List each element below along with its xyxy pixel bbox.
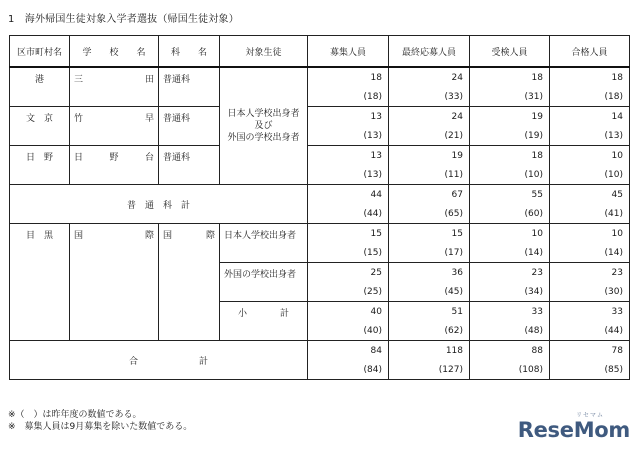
- page-title: 1 海外帰国生徒対象入学者選抜（帰国生徒対象）: [8, 14, 239, 25]
- value-cell: 13: [308, 146, 389, 166]
- table-row: [10, 107, 630, 127]
- value-cell: 15: [389, 224, 470, 244]
- prev-value-cell: (84): [308, 360, 389, 380]
- value-cell: 23: [470, 263, 550, 283]
- value-cell: 13: [308, 107, 389, 127]
- resemom-logo: ReseMom: [517, 418, 630, 442]
- prev-value-cell: (44): [550, 321, 630, 341]
- table-row: [10, 224, 630, 244]
- value-cell: 24: [389, 67, 470, 87]
- table-row: [10, 185, 630, 205]
- header-final-apply: 最終応募人員: [389, 36, 470, 68]
- header-target: 対象生徒: [220, 36, 308, 68]
- prev-value-cell: (25): [308, 282, 389, 302]
- value-cell: 18: [308, 67, 389, 87]
- course-cell: 国 際: [159, 224, 220, 341]
- school-cell: 三 田: [70, 67, 159, 107]
- header-recruit: 募集人員: [308, 36, 389, 68]
- header-passed: 合格人員: [550, 36, 630, 68]
- prev-value-cell: (40): [308, 321, 389, 341]
- grand-total-label: 合 計: [10, 341, 308, 380]
- value-cell: 18: [550, 67, 630, 87]
- target-cell: 日本人学校出身者 及び 外国の学校出身者: [220, 67, 308, 185]
- logo-subtext: リセマム: [576, 412, 604, 419]
- header-school: 学 校 名: [70, 36, 159, 68]
- target-cell: 外国の学校出身者: [220, 263, 308, 302]
- value-cell: 14: [550, 107, 630, 127]
- value-cell: 25: [308, 263, 389, 283]
- prev-value-cell: (33): [389, 87, 470, 107]
- course-cell: 普通科: [159, 146, 220, 185]
- school-cell: 国 際: [70, 224, 159, 341]
- prev-value-cell: (48): [470, 321, 550, 341]
- header-district: 区市町村名: [10, 36, 70, 68]
- header-course: 科 名: [159, 36, 220, 68]
- table-row: [10, 67, 630, 87]
- district-cell: 日 野: [10, 146, 70, 185]
- value-cell: 55: [470, 185, 550, 205]
- prev-value-cell: (41): [550, 204, 630, 224]
- admission-table: [9, 35, 630, 380]
- target-cell: 日本人学校出身者: [220, 224, 308, 263]
- prev-value-cell: (13): [308, 126, 389, 146]
- value-cell: 18: [470, 67, 550, 87]
- school-cell: 日 野 台: [70, 146, 159, 185]
- futsu-total-label: 普 通 科 計: [10, 185, 308, 224]
- prev-value-cell: (127): [389, 360, 470, 380]
- value-cell: 23: [550, 263, 630, 283]
- value-cell: 15: [308, 224, 389, 244]
- course-cell: 普通科: [159, 107, 220, 146]
- district-cell: 港: [10, 67, 70, 107]
- prev-value-cell: (13): [550, 126, 630, 146]
- value-cell: 67: [389, 185, 470, 205]
- prev-value-cell: (60): [470, 204, 550, 224]
- value-cell: 10: [550, 146, 630, 166]
- value-cell: 10: [550, 224, 630, 244]
- prev-value-cell: (19): [470, 126, 550, 146]
- prev-value-cell: (85): [550, 360, 630, 380]
- footnotes: [8, 409, 192, 433]
- prev-value-cell: (11): [389, 165, 470, 185]
- value-cell: 19: [389, 146, 470, 166]
- course-cell: 普通科: [159, 67, 220, 107]
- table-row: [10, 146, 630, 166]
- value-cell: 51: [389, 302, 470, 322]
- value-cell: 19: [470, 107, 550, 127]
- school-cell: 竹 早: [70, 107, 159, 146]
- prev-value-cell: (34): [470, 282, 550, 302]
- header-row: [10, 36, 630, 68]
- value-cell: 44: [308, 185, 389, 205]
- prev-value-cell: (62): [389, 321, 470, 341]
- value-cell: 118: [389, 341, 470, 361]
- header-examinees: 受検人員: [470, 36, 550, 68]
- district-cell: 目 黒: [10, 224, 70, 341]
- prev-value-cell: (17): [389, 243, 470, 263]
- subtotal-label: 小 計: [220, 302, 308, 341]
- district-cell: 文 京: [10, 107, 70, 146]
- table-row: [10, 341, 630, 361]
- prev-value-cell: (14): [470, 243, 550, 263]
- prev-value-cell: (45): [389, 282, 470, 302]
- prev-value-cell: (65): [389, 204, 470, 224]
- value-cell: 10: [470, 224, 550, 244]
- value-cell: 84: [308, 341, 389, 361]
- prev-value-cell: (10): [550, 165, 630, 185]
- value-cell: 36: [389, 263, 470, 283]
- prev-value-cell: (21): [389, 126, 470, 146]
- footnote: ※ 募集人員は9月募集を除いた数値である。: [8, 422, 193, 432]
- value-cell: 78: [550, 341, 630, 361]
- value-cell: 24: [389, 107, 470, 127]
- prev-value-cell: (108): [470, 360, 550, 380]
- value-cell: 45: [550, 185, 630, 205]
- footnote: ※（ ）は昨年度の数値である。: [8, 410, 142, 420]
- prev-value-cell: (13): [308, 165, 389, 185]
- prev-value-cell: (15): [308, 243, 389, 263]
- prev-value-cell: (10): [470, 165, 550, 185]
- value-cell: 40: [308, 302, 389, 322]
- prev-value-cell: (14): [550, 243, 630, 263]
- value-cell: 18: [470, 146, 550, 166]
- prev-value-cell: (30): [550, 282, 630, 302]
- prev-value-cell: (18): [550, 87, 630, 107]
- prev-value-cell: (31): [470, 87, 550, 107]
- value-cell: 33: [470, 302, 550, 322]
- value-cell: 88: [470, 341, 550, 361]
- prev-value-cell: (18): [308, 87, 389, 107]
- value-cell: 33: [550, 302, 630, 322]
- prev-value-cell: (44): [308, 204, 389, 224]
